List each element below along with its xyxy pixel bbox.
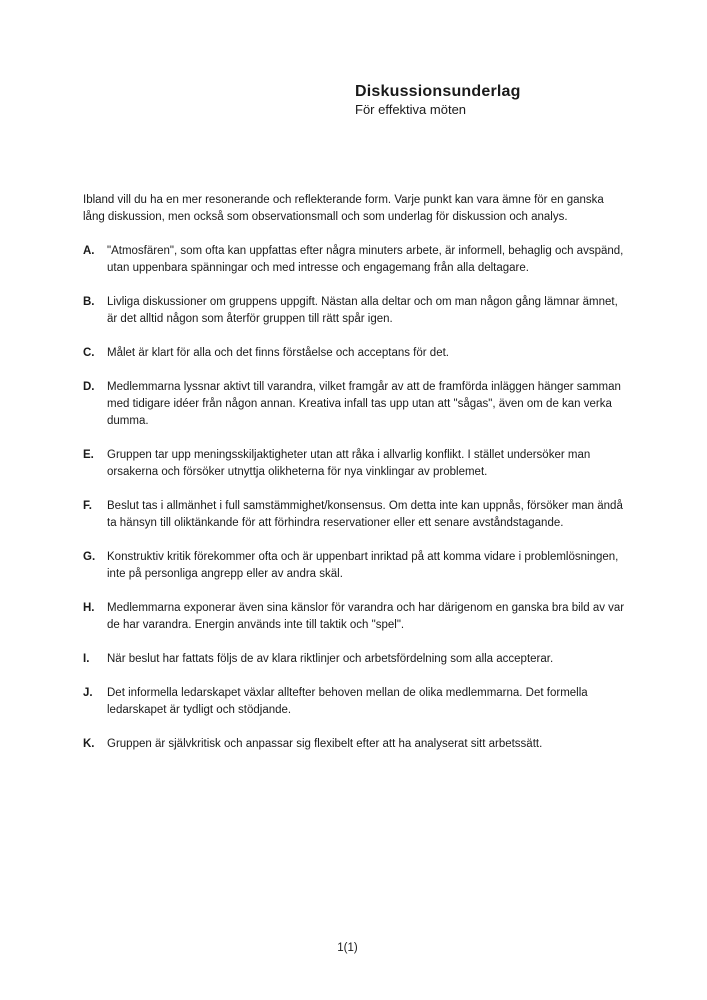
- document-body: [83, 192, 626, 753]
- list-item-letter: D.: [83, 381, 95, 393]
- list-item-letter: J.: [83, 687, 93, 699]
- list-item-text: Gruppen tar upp meningsskiljaktigheter utan att råka i allvarlig konflikt. I stället undersöker man orsakerna och försöker utnyttja olikheterna för nya vinklingar av problemet.: [107, 449, 591, 478]
- page-subtitle: För effektiva möten: [355, 102, 467, 117]
- list-item-letter: H.: [83, 602, 95, 614]
- list-item-text: Det informella ledarskapet växlar alltefter behoven mellan de olika medlemmarna. Det formella ledarskapet är tydligt och stödjande.: [107, 687, 588, 716]
- list-item-letter: K.: [83, 738, 95, 750]
- list-item: [83, 345, 626, 362]
- list-item: [83, 294, 626, 328]
- list-item-text: Medlemmarna exponerar även sina känslor för varandra och har därigenom en ganska bra bild av var de har varandra. Energin används inte till taktik och "spel".: [107, 602, 625, 631]
- list-item-letter: E.: [83, 449, 94, 461]
- title-block: [355, 82, 521, 118]
- list-item-text: Målet är klart för alla och det finns förståelse och acceptans för det.: [107, 347, 449, 359]
- list-item-letter: A.: [83, 245, 95, 257]
- list-item: [83, 736, 626, 753]
- list-item-text: Gruppen är självkritisk och anpassar sig flexibelt efter att ha analyserat sitt arbetssätt.: [107, 738, 543, 750]
- list-item-letter: F.: [83, 500, 92, 512]
- list-item: [83, 651, 626, 668]
- list-item: [83, 685, 626, 719]
- list-item: [83, 549, 626, 583]
- list-item-text: Livliga diskussioner om gruppens uppgift. Nästan alla deltar och om man någon gång lämnar ämnet, är det alltid någon som återför gruppen till rätt spår igen.: [107, 296, 618, 325]
- list-item-text: Beslut tas i allmänhet i full samstämmighet/konsensus. Om detta inte kan uppnås, försöker man ändå ta hänsyn till oliktänkande för att förhindra reservationer eller ett senare avståndstagande.: [107, 500, 623, 529]
- list-item-text: När beslut har fattats följs de av klara riktlinjer och arbetsfördelning som alla accepterar.: [107, 653, 554, 665]
- list-item: [83, 379, 626, 430]
- list-item-text: Medlemmarna lyssnar aktivt till varandra, vilket framgår av att de framförda inläggen hänger samman med tidigare idéer från någon annan. Kreativa infall tas upp utan att "sågas", även om de kan verka dumma.: [107, 381, 621, 427]
- list-item: [83, 243, 626, 277]
- list-item-letter: G.: [83, 551, 96, 563]
- list-item-text: Konstruktiv kritik förekommer ofta och är uppenbart inriktad på att komma vidare i problemlösningen, inte på personliga angrepp eller av andra skäl.: [107, 551, 619, 580]
- list-item: [83, 447, 626, 481]
- list-item: [83, 498, 626, 532]
- list-item-letter: B.: [83, 296, 95, 308]
- list-item-letter: I.: [83, 653, 90, 665]
- page-title: Diskussionsunderlag: [355, 83, 521, 100]
- list-item-letter: C.: [83, 347, 95, 359]
- list-item: [83, 600, 626, 634]
- lettered-list: [83, 243, 626, 753]
- list-item-text: "Atmosfären", som ofta kan uppfattas efter några minuters arbete, är informell, behaglig och avspänd, utan uppenbara spänningar och med intresse och engagemang från alla deltagare.: [107, 245, 624, 274]
- intro-paragraph: Ibland vill du ha en mer resonerande och reflekterande form. Varje punkt kan vara ämne för en ganska lång diskussion, men också som observationsmall och som underlag för diskussion och analys.: [83, 194, 604, 223]
- page-number: 1(1): [337, 942, 358, 954]
